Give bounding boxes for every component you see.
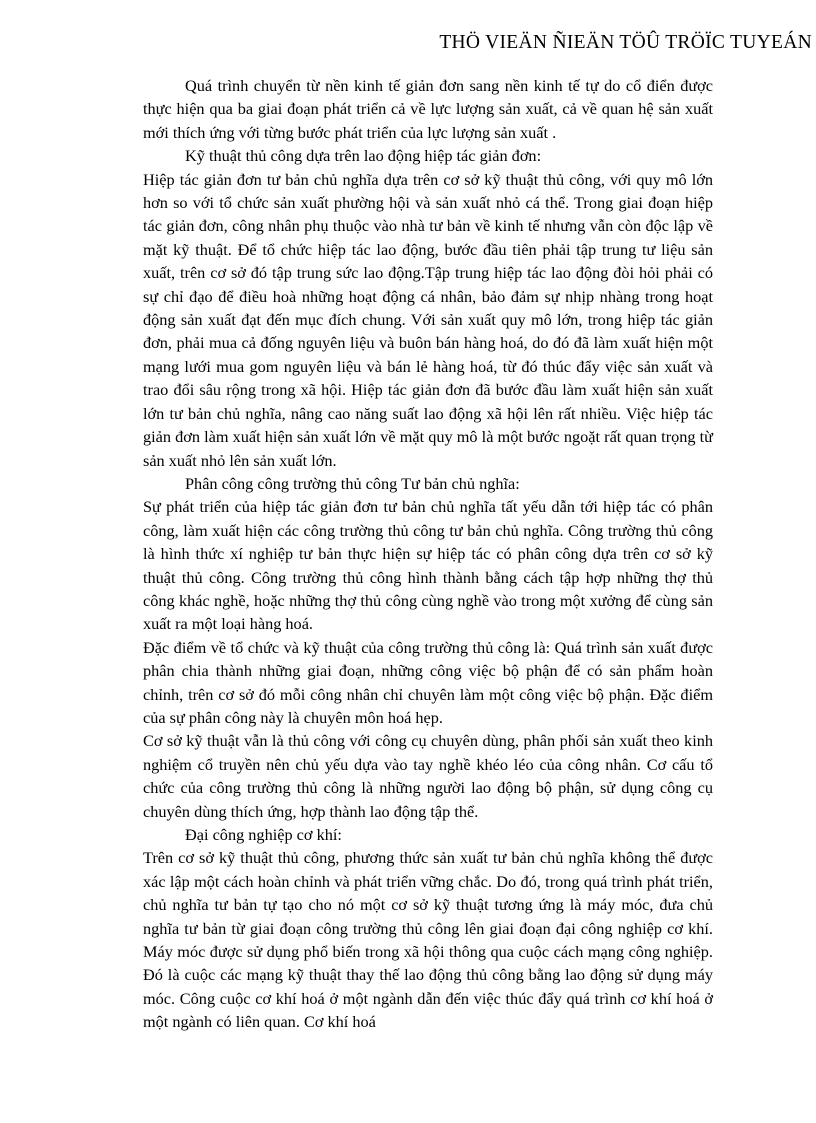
section-heading-simple-cooperation: Kỹ thuật thủ công dựa trên lao động hiệp tác giản đơn: — [185, 146, 542, 166]
paragraph-simple-cooperation: Hiệp tác giản đơn tư bản chủ nghĩa dựa trên cơ sở kỹ thuật thủ công, với quy mô lớn hơn so với tổ chức sản xuất phường hội và sản xuất nhỏ cá thể. Trong giai đoạn hiệp tác giản đơn, công nhân phụ thuộc vào nhà tư bản về kinh tế nhưng vẫn còn độc lập về mặt kỹ thuật. Để tổ chức hiệp tác lao động, bước đầu tiên phải tập trung tư liệu sản xuất, trên cơ sở đó tập trung sức lao động.Tập trung hiệp tác lao động đòi hỏi phải có sự chỉ đạo để điều hoà những hoạt động cá nhân, bảo đảm sự nhịp nhàng trong hoạt động sản xuất đạt đến mục đích chung. Với sản xuất quy mô lớn, trong hiệp tác giản đơn, phải mua cả đống nguyên liệu và buôn bán hàng hoá, do đó đã làm xuất hiện một mạng lưới mua gom nguyên liệu và bán lẻ hàng hoá, từ đó thúc đẩy việc sản xuất và trao đổi sâu rộng trong xã hội. Hiệp tác giản đơn đã bước đầu làm xuất hiện sản xuất lớn tư bản chủ nghĩa, nâng cao năng suất lao động xã hội lên rất nhiều. Việc hiệp tác giản đơn làm xuất hiện sản xuất lớn về mặt quy mô là một bước ngoặt rất quan trọng từ sản xuất nhỏ lên sản xuất lớn. — [143, 169, 713, 470]
paragraph-mechanical-industry: Trên cơ sở kỹ thuật thủ công, phương thức sản xuất tư bản chủ nghĩa không thể được xác lập một cách hoàn chỉnh và phát triển vững chắc. Do đó, trong quá trình phát triển, chủ nghĩa tư bản tự tạo cho nó một cơ sở kỹ thuật tương ứng là máy móc, đưa chủ nghĩa tư bản từ giai đoạn công trường thủ công lên giai đoạn đại công nghiệp cơ khí. Máy móc được sử dụng phổ biến trong xã hội thông qua cuộc cách mạng công nghiệp. Đó là cuộc các mạng kỹ thuật thay thế lao động thủ công bằng lao động sử dụng máy móc. Công cuộc cơ khí hoá ở một ngành dẫn đến việc thúc đẩy quá trình cơ khí hoá ở một ngành có liên quan. Cơ khí hoá — [143, 848, 713, 1032]
page-header: THÖ VIEÄN ÑIEÄN TÖÛ TRÖÏC TUYEÁN — [439, 32, 812, 53]
paragraph-intro: Quá trình chuyển từ nền kinh tế giản đơn sang nền kinh tế tự do cổ điển được thực hiện qua ba giai đoạn phát triển cả về lực lượng sản xuất, cả về quan hệ sản xuất mới thích ứng với từng bước phát triển của lực lượng sản xuất . — [143, 76, 713, 142]
paragraph-manufactory: Sự phát triển của hiệp tác giản đơn tư bản chủ nghĩa tất yếu dẫn tới hiệp tác có phân công, làm xuất hiện các công trường thủ công tư bản chủ nghĩa. Công trường thủ công là hình thức xí nghiệp tư bản thực hiện sự hiệp tác có phân công dựa trên cơ sở kỹ thuật thủ công. Công trường thủ công hình thành bằng cách tập hợp những thợ thủ công khác nghề, hoặc những thợ thủ công cùng nghề vào trong một xưởng để cùng sản xuất ra một loại hàng hoá. — [143, 497, 713, 634]
section-heading-mechanical-industry: Đại công nghiệp cơ khí: — [185, 825, 342, 844]
paragraph-manufactory-technique: Cơ sở kỹ thuật vẫn là thủ công với công cụ chuyên dùng, phân phối sản xuất theo kinh nghiệm cổ truyền nên chủ yếu dựa vào tay nghề khéo léo của công nhân. Cơ cấu tổ chức của công trường thủ công là những người lao động bộ phận, sử dụng công cụ chuyên dùng thích ứng, hợp thành lao động tập thể. — [143, 731, 713, 821]
document-body — [143, 74, 713, 1034]
section-heading-manufactory: Phân công công trường thủ công Tư bản chủ nghĩa: — [185, 473, 520, 493]
paragraph-manufactory-features: Đặc điểm về tổ chức và kỹ thuật của công trường thủ công là: Quá trình sản xuất được phân chia thành những giai đoạn, những công việc bộ phận để có sản phẩm hoàn chỉnh, trên cơ sở đó mỗi công nhân chỉ chuyên làm một công việc bộ phận. Đặc điểm của sự phân công này là chuyên môn hoá hẹp. — [143, 637, 713, 727]
